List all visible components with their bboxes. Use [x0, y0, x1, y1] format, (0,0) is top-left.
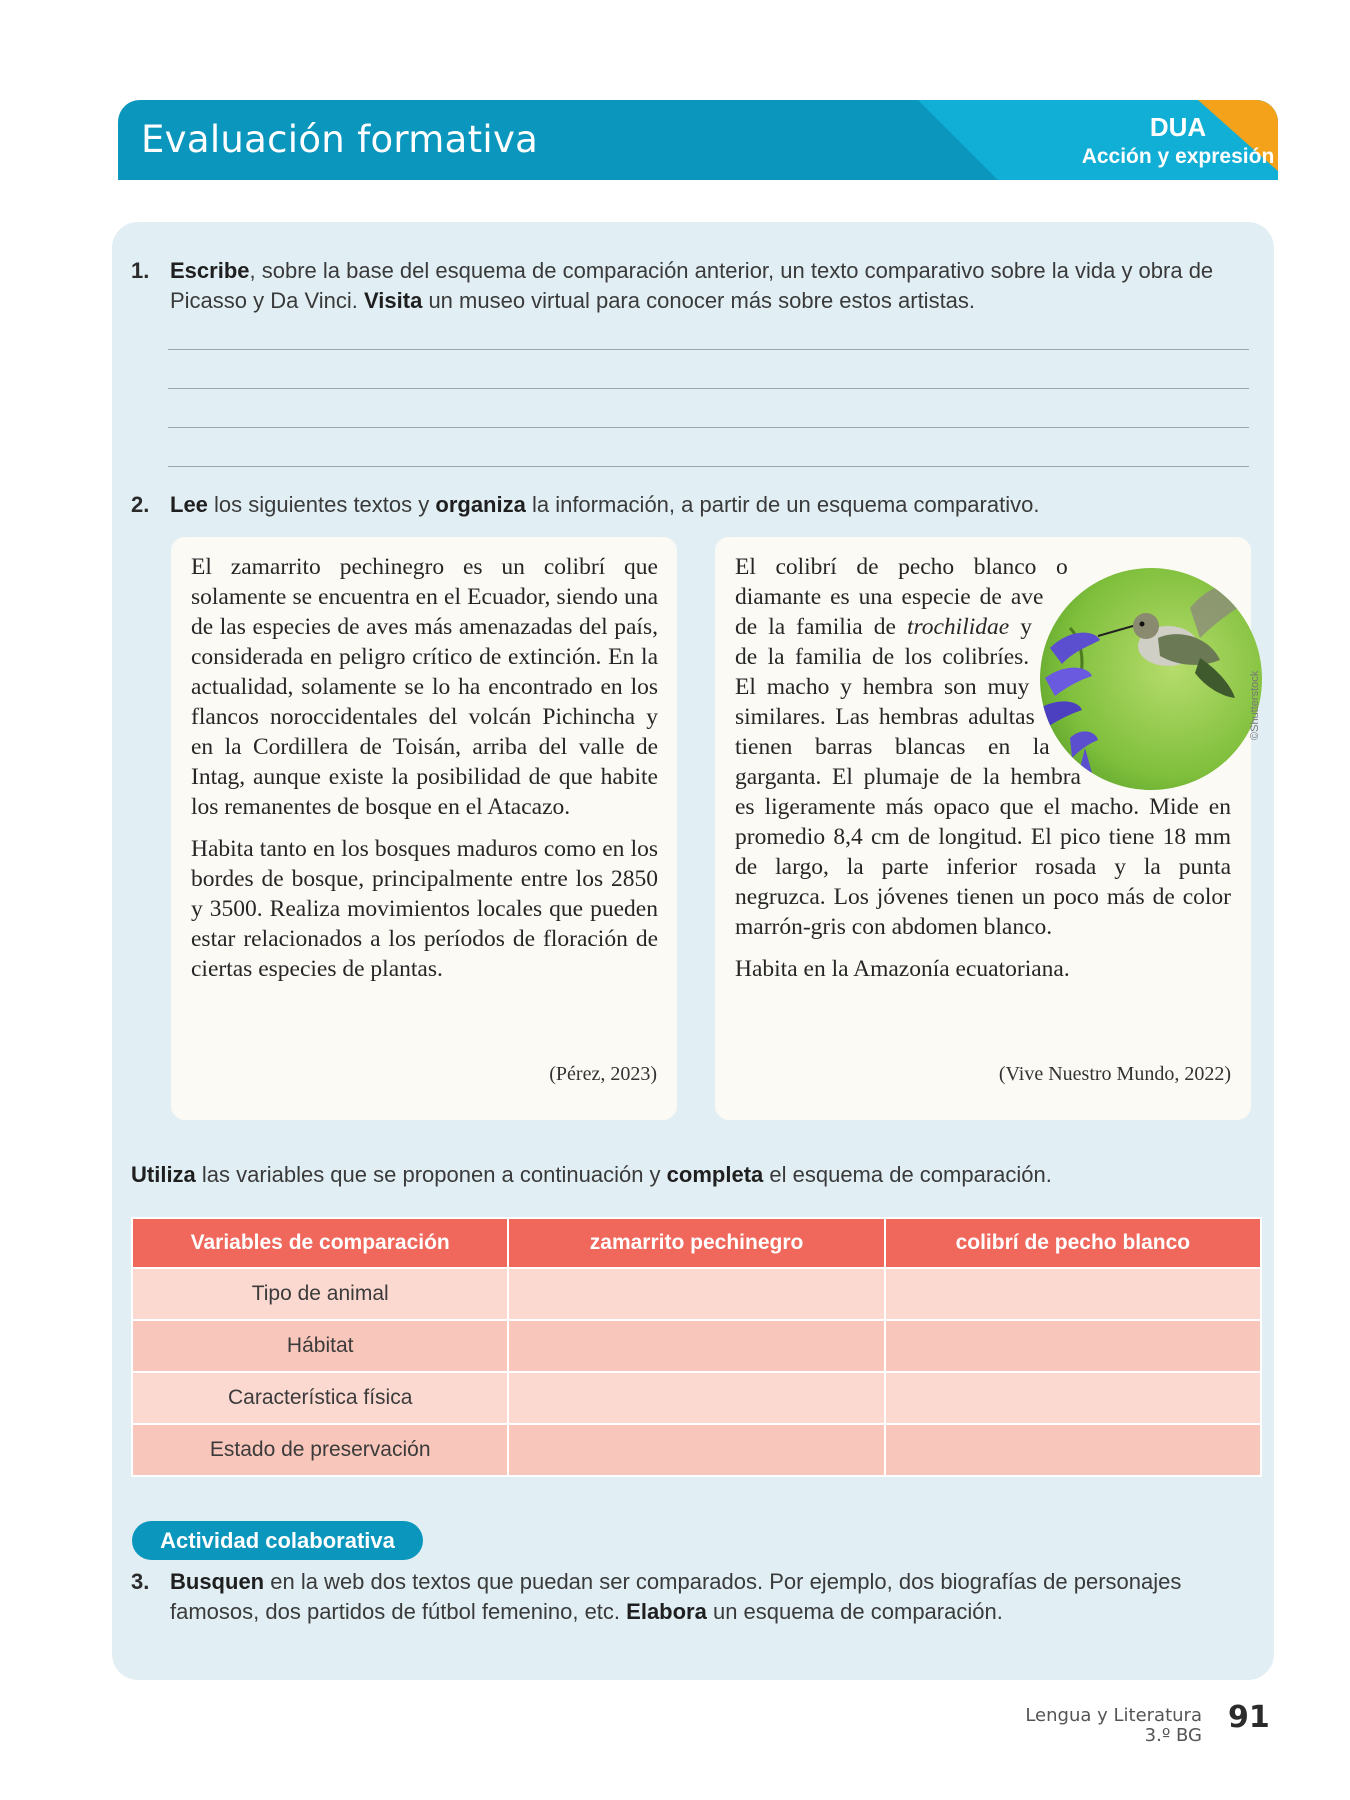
- verb-organiza: organiza: [435, 492, 526, 517]
- table-row: [132, 1424, 1261, 1476]
- question-number: 1.: [131, 258, 150, 283]
- header-variables: Variables de comparación: [132, 1218, 508, 1268]
- verb-elabora: Elabora: [626, 1599, 707, 1624]
- reading-source: (Pérez, 2023): [549, 1063, 657, 1085]
- row-label: Característica física: [132, 1372, 508, 1424]
- reading-paragraph: Habita tanto en los bosques maduros como en los bordes de bosque, principalmente entre los 2850 y 3500. Realiza movimientos locales que pueden estar relacionados a los períodos de floración de ciertas especies de plantas.: [191, 836, 658, 982]
- reading-text-part: El colibrí de pecho blanco o diamante es una especie de ave de la familia de: [735, 554, 1068, 640]
- section-title: Evaluación formativa: [141, 118, 539, 161]
- question-number: 2.: [131, 492, 150, 517]
- reading-text-zamarrito: [171, 537, 677, 1120]
- reading-source: (Vive Nuestro Mundo, 2022): [998, 1063, 1231, 1085]
- reading-text-part: y de la familia de los colibríes. El macho y hembra son muy similares. Las hembras adultas tienen barras blancas en la garganta. El plumaje de la hembra es ligeramente más opaco que el macho. Mide en promedio 8,4 cm de longitud. El pico tiene 18 mm de largo, la parte inferior rosada y la punta negruzca. Los jóvenes tienen un poco más de color marrón-gris con abdomen blanco.: [735, 614, 1231, 940]
- instruction-text: las variables que se proponen a continuación y: [195, 1162, 667, 1187]
- question-1: [131, 256, 1261, 316]
- answer-cell[interactable]: [508, 1424, 884, 1476]
- answer-line[interactable]: [168, 388, 1249, 389]
- verb-lee: Lee: [170, 492, 208, 517]
- question-2: [131, 490, 1261, 520]
- answer-cell[interactable]: [508, 1268, 884, 1320]
- scientific-name: trochilidae: [906, 614, 1010, 640]
- verb-visita: Visita: [364, 288, 423, 313]
- dua-subtitle: Acción y expresión: [1081, 145, 1275, 168]
- reading-paragraph: Habita en la Amazonía ecuatoriana.: [735, 956, 1070, 982]
- reading-paragraph: El zamarrito pechinegro es un colibrí que solamente se encuentra en el Ecuador, siendo una de las especies de aves más amenazadas del país, considerada en peligro crítico de extinción. En la actualidad, solamente se lo ha encontrado en los flancos noroccidentales del volcán Pichincha y en la Cordillera de Toisán, arriba del valle de Intag, aunque existe la posibilidad de que habite los remanentes de bosque en el Atacazo.: [191, 554, 658, 820]
- row-label: Estado de preservación: [132, 1424, 508, 1476]
- table-row: [132, 1320, 1261, 1372]
- table-row: [132, 1372, 1261, 1424]
- question-3: [131, 1567, 1261, 1627]
- instruction-text: el esquema de comparación.: [763, 1162, 1052, 1187]
- verb-completa: completa: [666, 1162, 764, 1187]
- verb-utiliza: Utiliza: [131, 1162, 196, 1187]
- answer-cell[interactable]: [885, 1320, 1261, 1372]
- image-credit: ©Shutterstock: [1249, 670, 1261, 740]
- row-label: Tipo de animal: [132, 1268, 508, 1320]
- answer-cell[interactable]: [508, 1372, 884, 1424]
- dua-title: DUA: [1149, 112, 1207, 142]
- hummingbird-illustration: [1040, 568, 1262, 790]
- answer-cell[interactable]: [885, 1424, 1261, 1476]
- grade-label: 3.º BG: [1144, 1725, 1202, 1746]
- table-row: [132, 1268, 1261, 1320]
- verb-escribe: Escribe: [170, 258, 250, 283]
- verb-busquen: Busquen: [170, 1569, 265, 1594]
- header-zamarrito: zamarrito pechinegro: [508, 1218, 884, 1268]
- question-text: un museo virtual para conocer más sobre estos artistas.: [422, 288, 976, 313]
- collaborative-activity-badge: Actividad colaborativa: [132, 1521, 423, 1560]
- dua-label: [1018, 112, 1278, 169]
- answer-cell[interactable]: [885, 1268, 1261, 1320]
- answer-cell[interactable]: [508, 1320, 884, 1372]
- question-text: los siguientes textos y: [207, 492, 436, 517]
- question-text: la información, a partir de un esquema comparativo.: [525, 492, 1040, 517]
- subject-name: Lengua y Literatura: [1025, 1705, 1202, 1726]
- hummingbird-photo: [1040, 568, 1262, 790]
- footer-subject: [1025, 1706, 1202, 1746]
- table-instruction: [131, 1160, 1261, 1190]
- question-text: , sobre la base del esquema de comparación anterior, un texto comparativo sobre la vida y obra de Picasso y Da Vinci.: [170, 258, 1214, 313]
- question-text: en la web dos textos que puedan ser comparados. Por ejemplo, dos biografías de personajes famosos, dos partidos de fútbol femenino, etc.: [170, 1569, 1182, 1624]
- table-header-row: [132, 1218, 1261, 1268]
- comparison-table: [131, 1217, 1262, 1477]
- answer-line[interactable]: [168, 466, 1249, 467]
- section-header: [118, 100, 1278, 180]
- answer-line[interactable]: [168, 427, 1249, 428]
- row-label: Hábitat: [132, 1320, 508, 1372]
- answer-cell[interactable]: [885, 1372, 1261, 1424]
- answer-line[interactable]: [168, 349, 1249, 350]
- question-number: 3.: [131, 1569, 150, 1594]
- page-number: 91: [1228, 1700, 1270, 1735]
- header-colibri: colibrí de pecho blanco: [885, 1218, 1261, 1268]
- question-text: un esquema de comparación.: [706, 1599, 1003, 1624]
